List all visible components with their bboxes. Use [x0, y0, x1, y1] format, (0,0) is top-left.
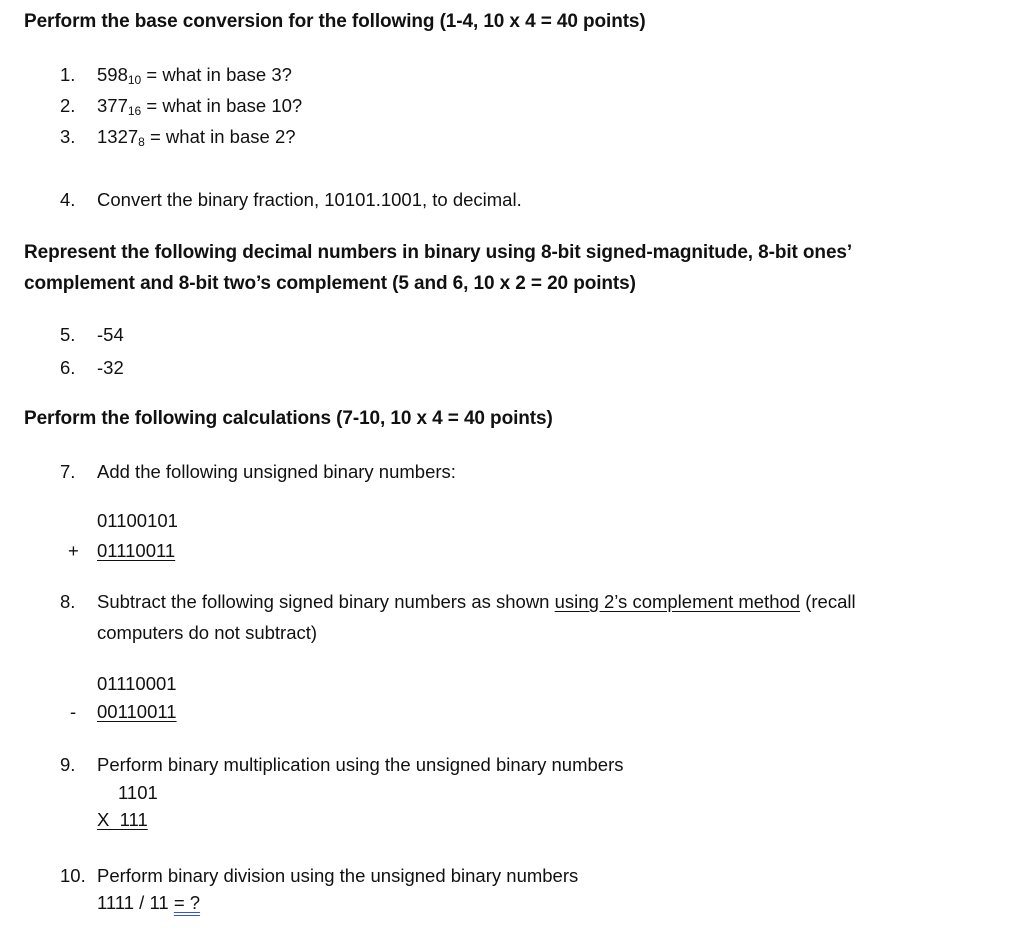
- question-2: [97, 95, 302, 117]
- underlined-method: using 2’s complement method: [554, 591, 801, 612]
- item-number-4: 4.: [60, 189, 76, 210]
- division-expression: 1111 / 11: [97, 892, 174, 913]
- q9-operand2: X 111: [97, 809, 148, 830]
- q7-operand1: 01100101: [97, 510, 178, 531]
- question-7: Add the following unsigned binary numbers:: [97, 461, 456, 482]
- question-1: [97, 64, 292, 86]
- item-number-5: 5.: [60, 324, 76, 345]
- question-text: Subtract the following signed binary numbers as shown: [97, 591, 555, 612]
- question-3: [97, 126, 296, 148]
- item-number-1: 1.: [60, 64, 76, 85]
- section1-heading: Perform the base conversion for the following (1-4, 10 x 4 = 40 points): [24, 11, 646, 32]
- item-number-7: 7.: [60, 461, 76, 482]
- base-subscript: 10: [127, 73, 142, 87]
- item-number-8: 8.: [60, 591, 76, 612]
- q8-operator: -: [70, 701, 77, 722]
- item-number-2: 2.: [60, 95, 76, 116]
- base-value: 377: [97, 95, 128, 116]
- question-8-line2: computers do not subtract): [97, 622, 318, 643]
- base-value: 598: [97, 64, 128, 85]
- q8-operand2: 00110011: [97, 701, 177, 722]
- q9-operand1: 1101: [118, 782, 158, 803]
- question-6: -32: [97, 357, 124, 378]
- item-number-9: 9.: [60, 754, 76, 775]
- base-subscript: 16: [127, 104, 142, 118]
- base-subscript: 8: [138, 135, 145, 149]
- section2-heading-line2: complement and 8-bit two’s complement (5 and 6, 10 x 2 = 20 points): [24, 273, 636, 294]
- question-10: Perform binary division using the unsigned binary numbers: [97, 865, 579, 886]
- answer-placeholder: = ?: [173, 892, 201, 913]
- section2-heading-line1: Represent the following decimal numbers in binary using 8-bit signed-magnitude, 8-bit ones’: [24, 242, 853, 263]
- base-value: 1327: [97, 126, 139, 147]
- question-8: [97, 591, 856, 613]
- q8-operand1: 01110001: [97, 673, 177, 694]
- question-text: = what in base 2?: [144, 126, 296, 147]
- item-number-3: 3.: [60, 126, 76, 147]
- question-text: = what in base 3?: [141, 64, 292, 85]
- question-4: Convert the binary fraction, 10101.1001, to decimal.: [97, 189, 522, 210]
- section3-heading: Perform the following calculations (7-10, 10 x 4 = 40 points): [24, 408, 553, 429]
- q7-operand2: 01110011: [97, 540, 176, 561]
- item-number-6: 6.: [60, 357, 76, 378]
- q7-operator: +: [68, 540, 79, 561]
- q10-expression: [97, 892, 200, 914]
- question-5: -54: [97, 324, 124, 345]
- question-text: = what in base 10?: [141, 95, 303, 116]
- question-text-tail: (recall: [800, 591, 856, 612]
- item-number-10: 10.: [60, 865, 86, 886]
- question-9: Perform binary multiplication using the unsigned binary numbers: [97, 754, 624, 775]
